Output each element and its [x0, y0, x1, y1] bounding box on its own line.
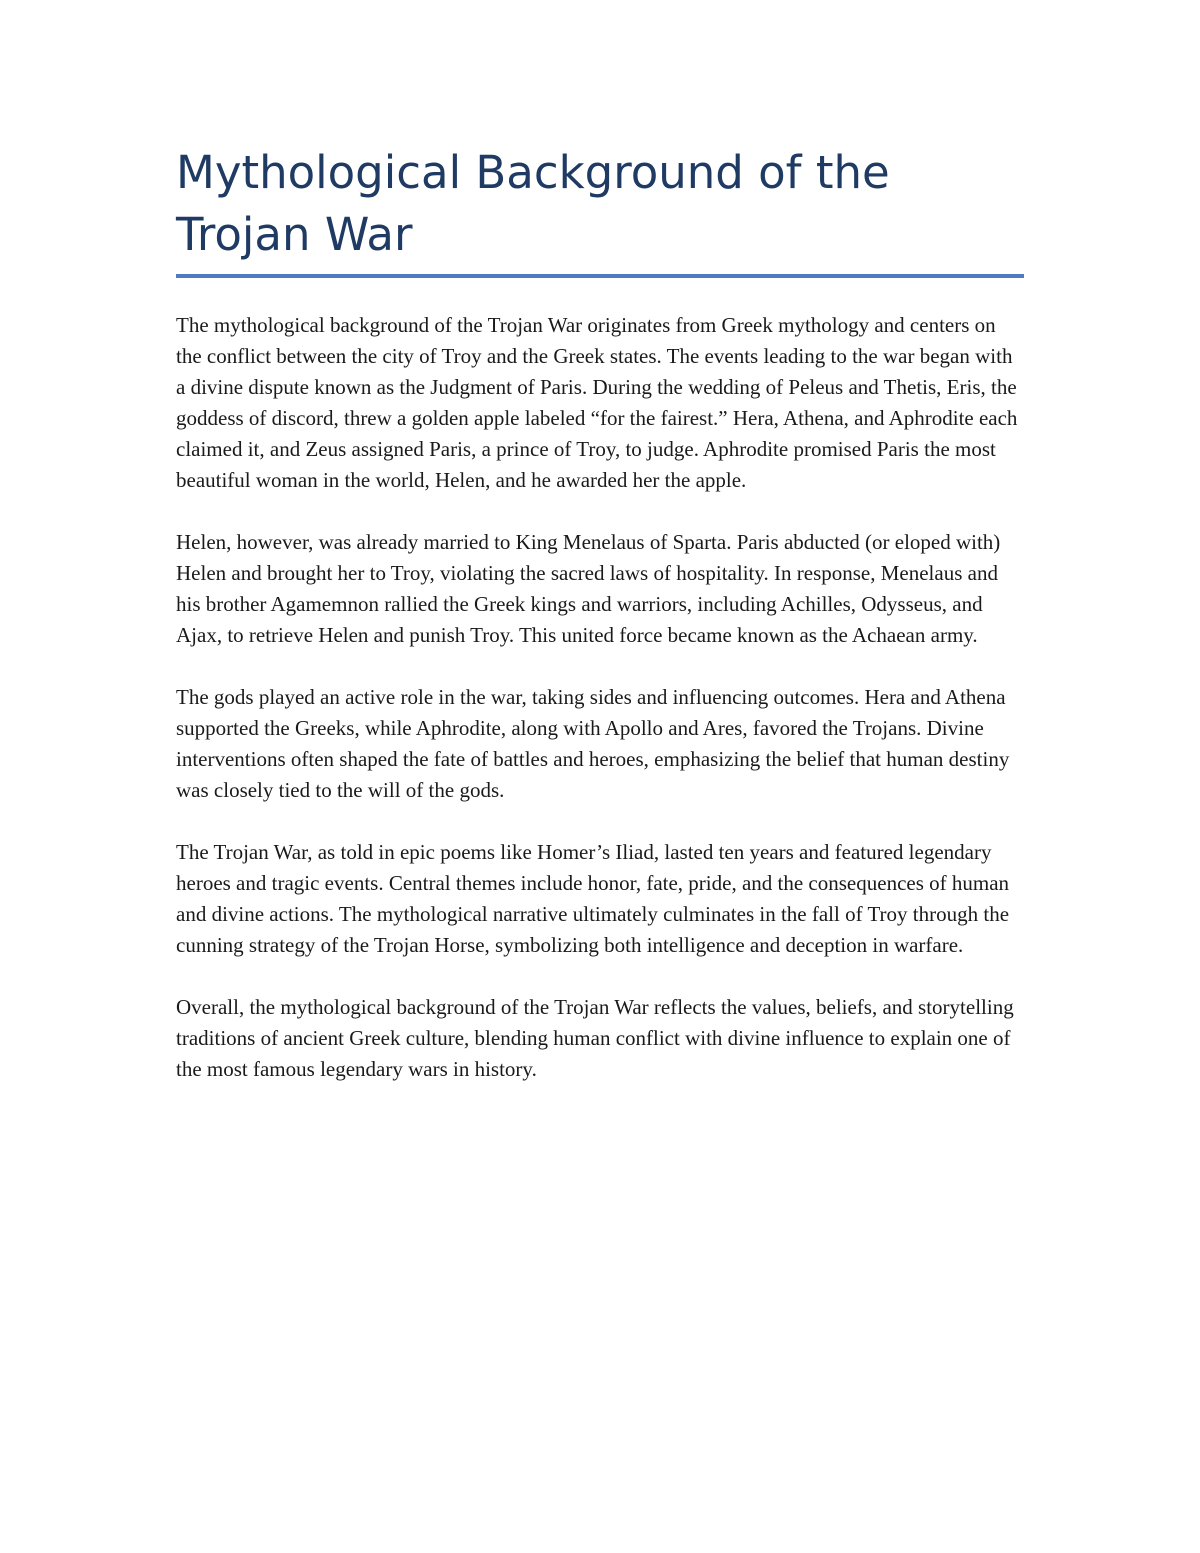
paragraph-helen-abduction: Helen, however, was already married to King Menelaus of Sparta. Paris abducted (or eloped with) Helen and brought her to Troy, violating the sacred laws of hospitality. In response, Menelaus and his brother Agamemnon rallied the Greek kings and warriors, including Achilles, Odysseus, and Ajax, to retrieve Helen and punish Troy. This united force became known as the Achaean army.	[176, 530, 1001, 647]
paragraph-trojan-war-themes: The Trojan War, as told in epic poems like Homer’s Iliad, lasted ten years and featured legendary heroes and tragic events. Central themes include honor, fate, pride, and the consequences of human and divine actions. The mythological narrative ultimately culminates in the fall of Troy through the cunning strategy of the Trojan Horse, symbolizing both intelligence and deception in warfare.	[176, 840, 1010, 957]
paragraph-gods-role: The gods played an active role in the war, taking sides and influencing outcomes. Hera and Athena supported the Greeks, while Aphrodite, along with Apollo and Ares, favored the Trojans. Divine interventions often shaped the fate of battles and heroes, emphasizing the belief that human destiny was closely tied to the will of the gods.	[176, 685, 1010, 802]
document-title: Mythological Background of the Trojan War	[176, 146, 890, 261]
document-body	[176, 310, 1024, 1085]
paragraph-conclusion: Overall, the mythological background of the Trojan War reflects the values, beliefs, and storytelling traditions of ancient Greek culture, blending human conflict with divine influence to explain one of the most famous legendary wars in history.	[176, 995, 1014, 1081]
document-content	[176, 142, 1024, 1085]
title-underline-rule	[176, 274, 1024, 278]
paragraph-judgment-of-paris: The mythological background of the Trojan War originates from Greek mythology and centers on the conflict between the city of Troy and the Greek states. The events leading to the war began with a divine dispute known as the Judgment of Paris. During the wedding of Peleus and Thetis, Eris, the goddess of discord, threw a golden apple labeled “for the fairest.” Hera, Athena, and Aphrodite each claimed it, and Zeus assigned Paris, a prince of Troy, to judge. Aphrodite promised Paris the most beautiful woman in the world, Helen, and he awarded her the apple.	[176, 313, 1018, 492]
